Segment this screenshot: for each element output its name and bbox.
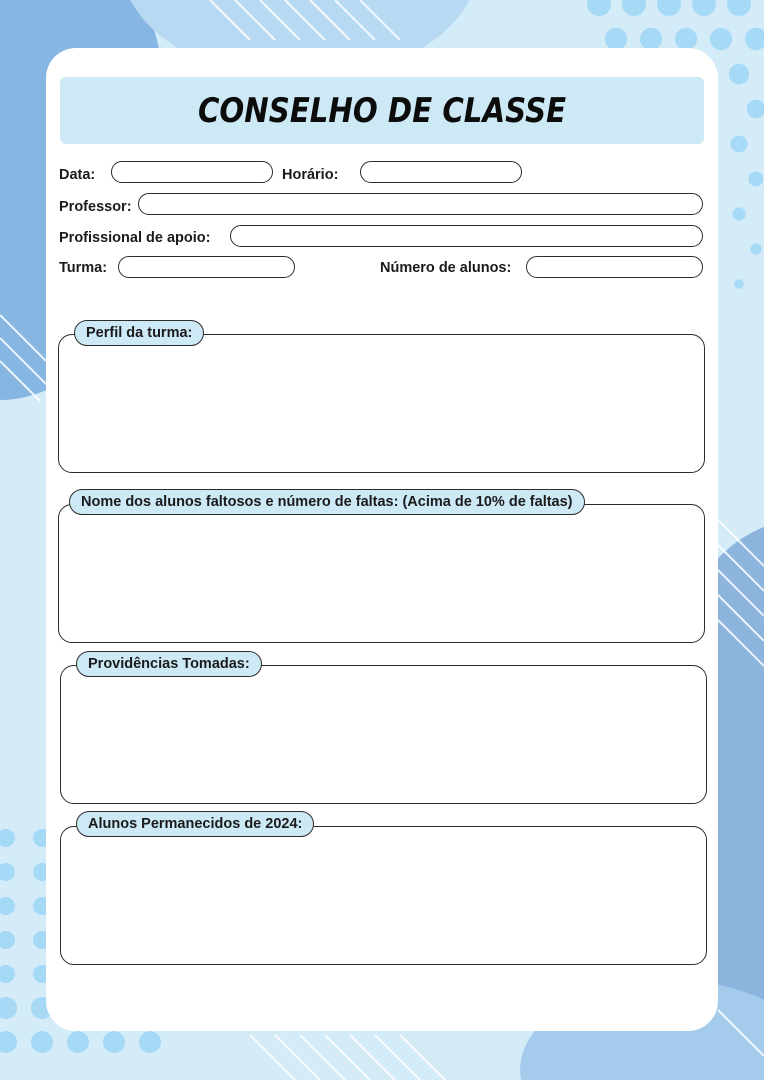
providencias-label: Providências Tomadas: bbox=[76, 651, 262, 677]
decorative-dot bbox=[750, 243, 761, 254]
decorative-dot bbox=[0, 829, 15, 847]
decorative-dot bbox=[0, 965, 15, 983]
perfil-turma-box[interactable] bbox=[58, 334, 705, 473]
decorative-dot bbox=[0, 1031, 17, 1053]
decorative-dot bbox=[0, 931, 15, 949]
alunos-faltosos-label: Nome dos alunos faltosos e número de faltas: (Acima de 10% de faltas) bbox=[69, 489, 585, 515]
decorative-dot bbox=[587, 0, 611, 16]
providencias-box[interactable] bbox=[60, 665, 707, 804]
stripe-pattern-bottom bbox=[250, 1035, 445, 1080]
title-banner bbox=[60, 77, 704, 144]
stripe-pattern-left bbox=[0, 315, 46, 401]
decorative-dot bbox=[734, 279, 744, 289]
decorative-dot bbox=[0, 897, 15, 915]
stripe-pattern-right bbox=[718, 520, 764, 1056]
alunos-faltosos-box[interactable] bbox=[58, 504, 705, 643]
decorative-dot bbox=[749, 172, 764, 187]
decorative-dot bbox=[747, 100, 764, 119]
horario-label: Horário: bbox=[282, 167, 339, 183]
professor-field[interactable] bbox=[138, 193, 703, 215]
data-field[interactable] bbox=[111, 161, 273, 183]
decorative-dot bbox=[692, 0, 716, 16]
decorative-dot bbox=[103, 1031, 125, 1053]
numero-alunos-field[interactable] bbox=[526, 256, 703, 278]
decorative-dot bbox=[745, 28, 764, 50]
alunos-permanecidos-box[interactable] bbox=[60, 826, 707, 965]
decorative-dot bbox=[732, 207, 745, 220]
decorative-dot bbox=[0, 863, 15, 881]
profissional-apoio-label: Profissional de apoio: bbox=[59, 230, 211, 246]
decorative-dot bbox=[622, 0, 646, 16]
perfil-turma-label: Perfil da turma: bbox=[74, 320, 204, 346]
horario-field[interactable] bbox=[360, 161, 522, 183]
profissional-apoio-field[interactable] bbox=[230, 225, 703, 247]
decorative-dot bbox=[640, 28, 662, 50]
decorative-dot bbox=[0, 997, 17, 1019]
decorative-dot bbox=[675, 28, 697, 50]
data-label: Data: bbox=[59, 167, 96, 183]
form-sheet bbox=[46, 48, 718, 1031]
alunos-permanecidos-label: Alunos Permanecidos de 2024: bbox=[76, 811, 314, 837]
decorative-dot bbox=[727, 0, 751, 16]
decorative-dot bbox=[657, 0, 681, 16]
numero-alunos-label: Número de alunos: bbox=[380, 260, 512, 276]
page-title: CONSELHO DE CLASSE bbox=[197, 90, 567, 131]
turma-field[interactable] bbox=[118, 256, 295, 278]
decorative-dot bbox=[731, 136, 748, 153]
professor-label: Professor: bbox=[59, 199, 132, 215]
decorative-dot bbox=[605, 28, 627, 50]
stripe-pattern-top bbox=[210, 0, 400, 40]
decorative-dot bbox=[67, 1031, 89, 1053]
decorative-dot bbox=[729, 64, 749, 84]
decorative-dot bbox=[710, 28, 732, 50]
decorative-dot bbox=[139, 1031, 161, 1053]
turma-label: Turma: bbox=[59, 260, 108, 276]
decorative-dot bbox=[31, 1031, 53, 1053]
